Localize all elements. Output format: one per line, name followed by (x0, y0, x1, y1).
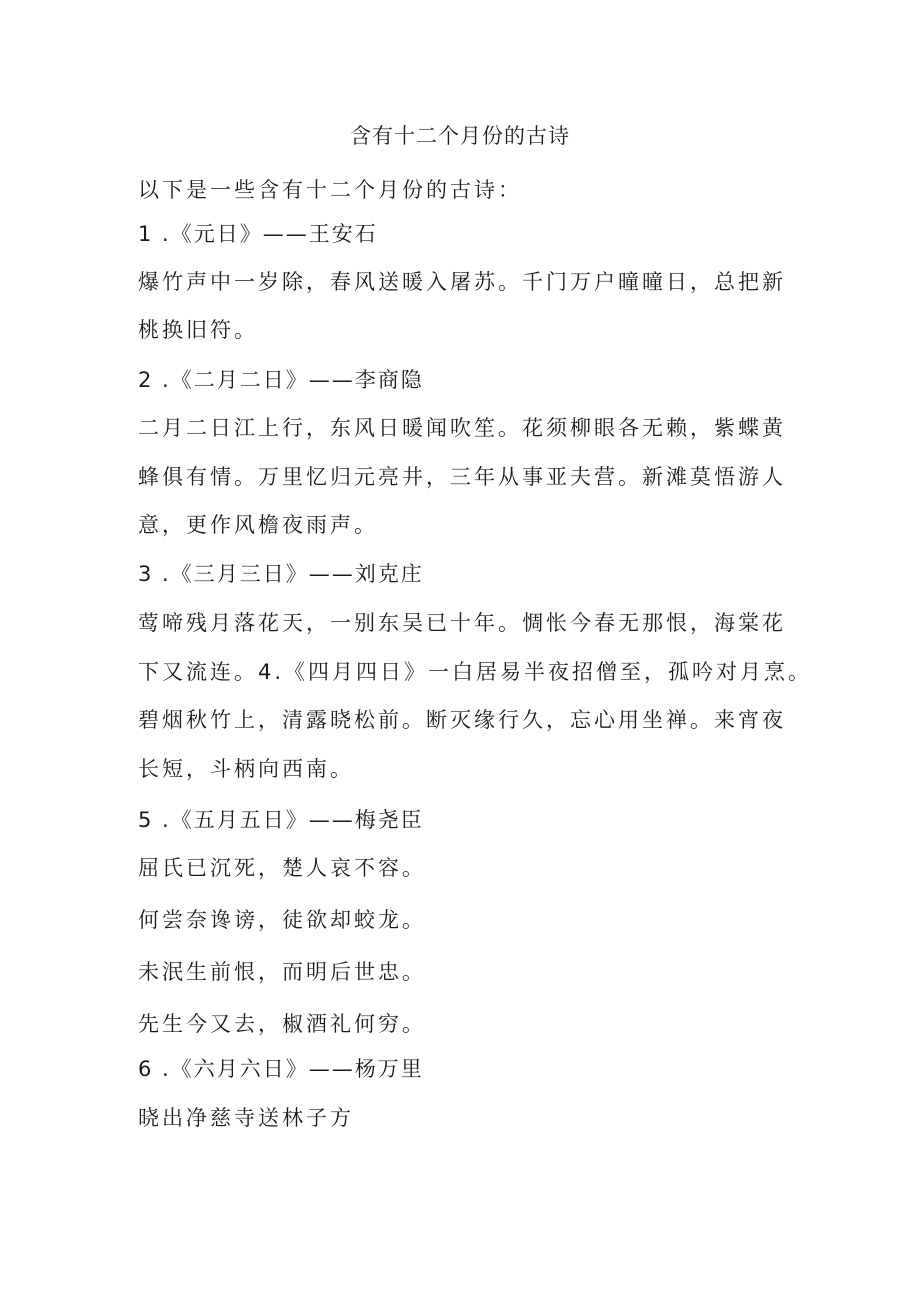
poem-1-line-1: 爆竹声中一岁除，春风送暖入屠苏。千门万户曈曈日，总把新 (138, 270, 786, 294)
poem-heading-3: 3 .《三月三日》——刘克庄 (138, 562, 424, 586)
poem-6-line-1: 晓出净慈寺送林子方 (138, 1106, 354, 1130)
poem-5-line-2: 何尝奈谗谤，徒欲却蛟龙。 (138, 908, 426, 932)
poem-3-line-3: 碧烟秋竹上，清露晓松前。断灭缘行久，忘心用坐禅。来宵夜 (138, 708, 786, 732)
poem-5-line-1: 屈氏已沉死，楚人哀不容。 (138, 856, 426, 880)
poem-3-line-1: 莺啼残月落花天，一别东吴已十年。惆怅今春无那恨，海棠花 (138, 611, 786, 635)
poem-2-line-2: 蜂俱有情。万里忆归元亮井，三年从事亚夫营。新滩莫悟游人 (138, 465, 786, 489)
poem-2-line-1: 二月二日江上行，东风日暖闻吹笙。花须柳眼各无赖，紫蝶黄 (138, 416, 786, 440)
poem-heading-6: 6 .《六月六日》——杨万里 (138, 1057, 424, 1081)
poem-5-line-3: 未泯生前恨，而明后世忠。 (138, 960, 426, 984)
intro-text: 以下是一些含有十二个月份的古诗： (138, 178, 522, 202)
poem-1-line-2: 桃换旧符。 (138, 318, 258, 342)
poem-3-line-2: 下又流连。4.《四月四日》一白居易半夜招僧至，孤吟对月烹。 (138, 660, 813, 684)
poem-2-line-3: 意，更作风檐夜雨声。 (138, 513, 378, 537)
poem-3-line-4: 长短，斗柄向西南。 (138, 757, 354, 781)
poem-5-line-4: 先生今又去，椒酒礼何穷。 (138, 1012, 426, 1036)
poem-heading-2: 2 .《二月二日》——李商隐 (138, 368, 424, 392)
poem-heading-5: 5 .《五月五日》——梅尧臣 (138, 808, 424, 832)
document-title: 含有十二个月份的古诗 (350, 124, 570, 148)
poem-heading-1: 1 .《元日》——王安石 (138, 222, 378, 246)
